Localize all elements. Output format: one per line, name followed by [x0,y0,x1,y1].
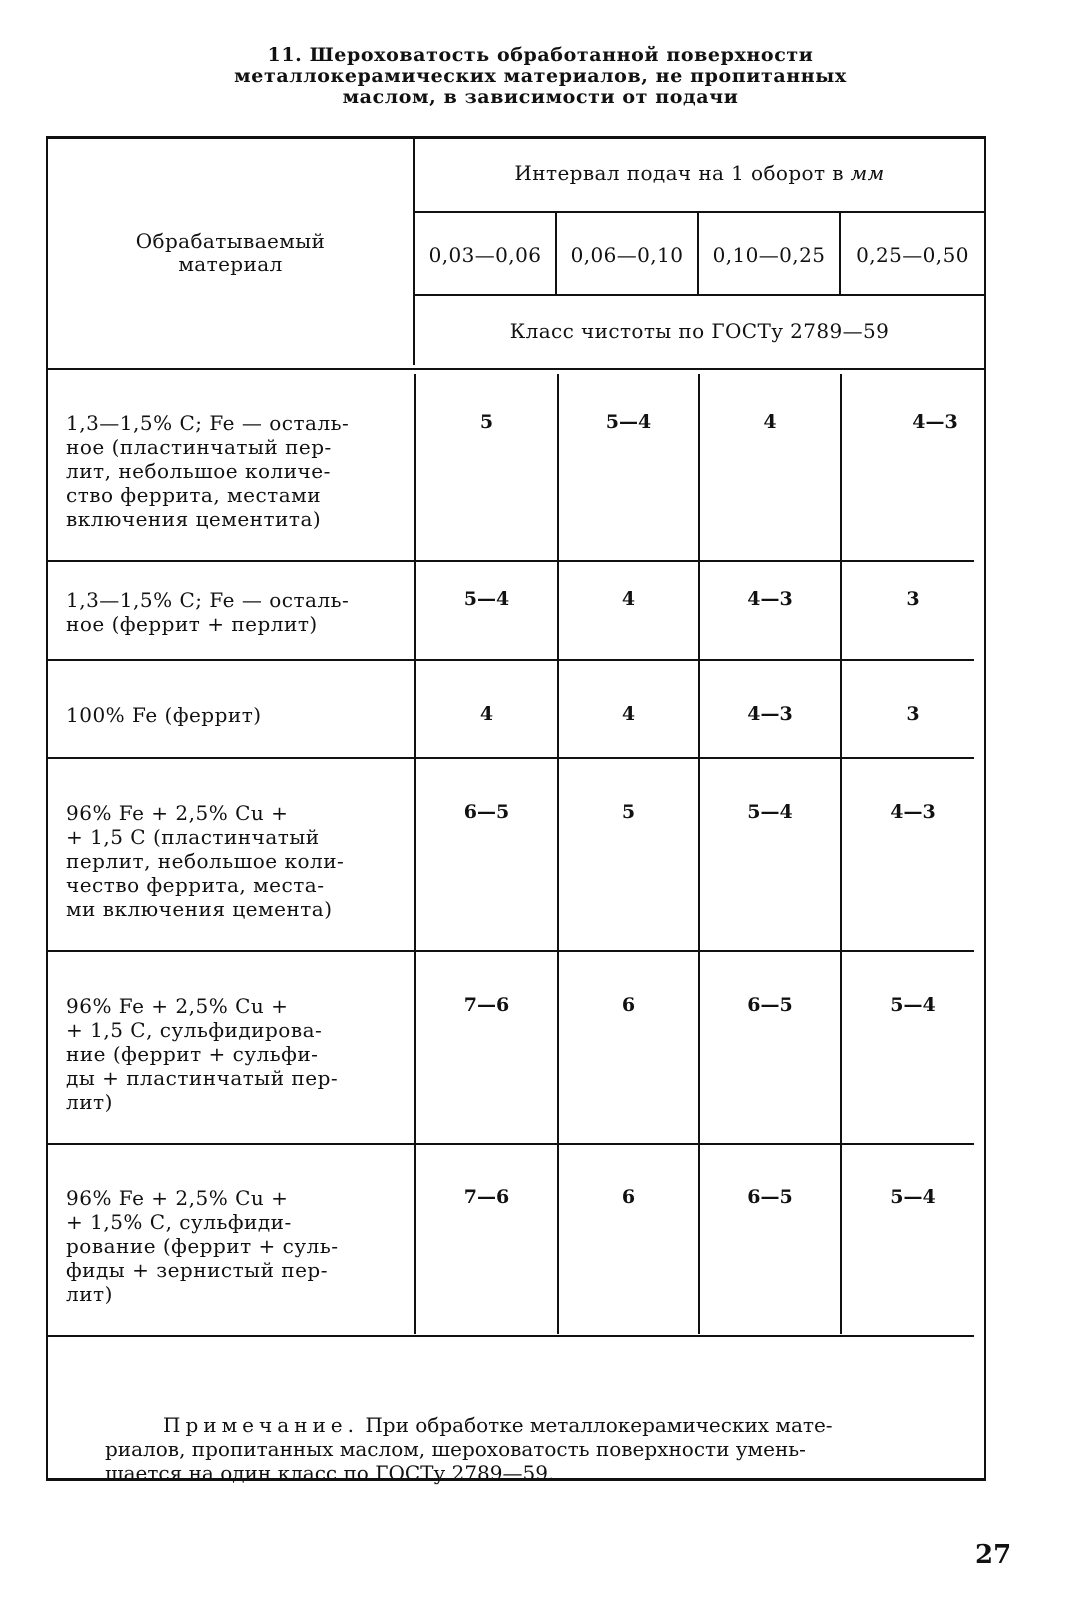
table-title [0,45,1081,108]
row-1-value-3: 4 [763,411,777,433]
table-right-border [984,136,986,1480]
row-1-value-4: 4—3 [912,411,958,433]
row-5-value-3: 6—5 [747,994,793,1016]
row-2-material: 1,3—1,5% С; Fe — осталь- ное (феррит + перлит) [66,588,350,636]
row-5-value-1: 7—6 [463,994,510,1016]
row-6-value-3: 6—5 [747,1186,793,1208]
row-separator [48,659,974,661]
row-separator [48,560,974,562]
header-bottom-rule [48,368,984,370]
feed-interval-header: Интервал подач на 1 оборот в мм [514,161,885,185]
row-separator [48,757,974,759]
material-header: Обрабатываемый материал [135,229,326,276]
row-2-value-1: 5—4 [463,588,510,610]
header-rule-feed [415,211,984,213]
row-3-value-4: 3 [906,703,920,725]
feed-unit: мм [850,161,885,185]
row-4-material: 96% Fe + 2,5% Cu + + 1,5 С (пластинчатый перлит, небольшое коли- чество феррита, места- ми включения цемента) [66,801,345,921]
title-line: 11. Шероховатость обработанной поверхности [267,44,814,66]
row-2-value-2: 4 [621,588,636,610]
feed-range-1: 0,03—0,06 [428,243,542,267]
row-separator [48,1143,974,1145]
table-note [105,1413,985,1485]
row-1-material: 1,3—1,5% С; Fe — осталь- ное (пластинчатый пер- лит, небольшое количе- ство феррита, местами включения цементита) [66,411,350,531]
note-line-1: При обработке металлокерамических мате- [365,1413,833,1437]
row-6-value-4: 5—4 [890,1186,936,1208]
row-4-value-1: 6—5 [463,801,510,823]
feed-range-2: 0,06—0,10 [570,243,684,267]
feed-range-3: 0,10—0,25 [712,243,826,267]
row-4-value-3: 5—4 [747,801,793,823]
row-4-value-4: 4—3 [890,801,936,823]
page-number: 27 [975,1540,1012,1570]
class-header: Класс чистоты по ГОСТу 2789—59 [509,319,890,343]
row-3-value-1: 4 [479,703,494,725]
row-3-value-2: 4 [621,703,636,725]
note-line-2: риалов, пропитанных маслом, шероховатость поверхности умень- [105,1437,806,1461]
row-2-value-4: 3 [906,588,920,610]
row-6-value-2: 6 [621,1186,636,1208]
row-1-value-1: 5 [479,411,494,433]
row-3-material: 100% Fe (феррит) [66,703,262,727]
row-5-value-2: 6 [621,994,636,1016]
table-left-border [46,136,48,1480]
row-6-value-1: 7—6 [463,1186,510,1208]
header-rule-ranges [415,294,984,296]
row-6-material: 96% Fe + 2,5% Cu + + 1,5% С, сульфиди- рование (феррит + суль- фиды + зернистый пер- лит) [66,1186,339,1306]
note-label: Примечание. [163,1413,359,1437]
row-3-value-3: 4—3 [747,703,793,725]
note-line-3: шается на один класс по ГОСТу 2789—59. [105,1461,555,1485]
row-separator [48,950,974,952]
table-top-border [46,136,986,139]
row-5-material: 96% Fe + 2,5% Cu + + 1,5 С, сульфидирова- ние (феррит + сульфи- ды + пластинчатый пер- лит) [66,994,339,1114]
title-line: металлокерамических материалов, не пропитанных [234,65,847,87]
feed-range-4: 0,25—0,50 [856,243,969,267]
row-4-value-2: 5 [621,801,636,823]
row-5-value-4: 5—4 [890,994,936,1016]
title-line: маслом, в зависимости от подачи [342,86,739,108]
row-separator [48,1335,974,1337]
row-2-value-3: 4—3 [747,588,793,610]
row-1-value-2: 5—4 [605,411,652,433]
